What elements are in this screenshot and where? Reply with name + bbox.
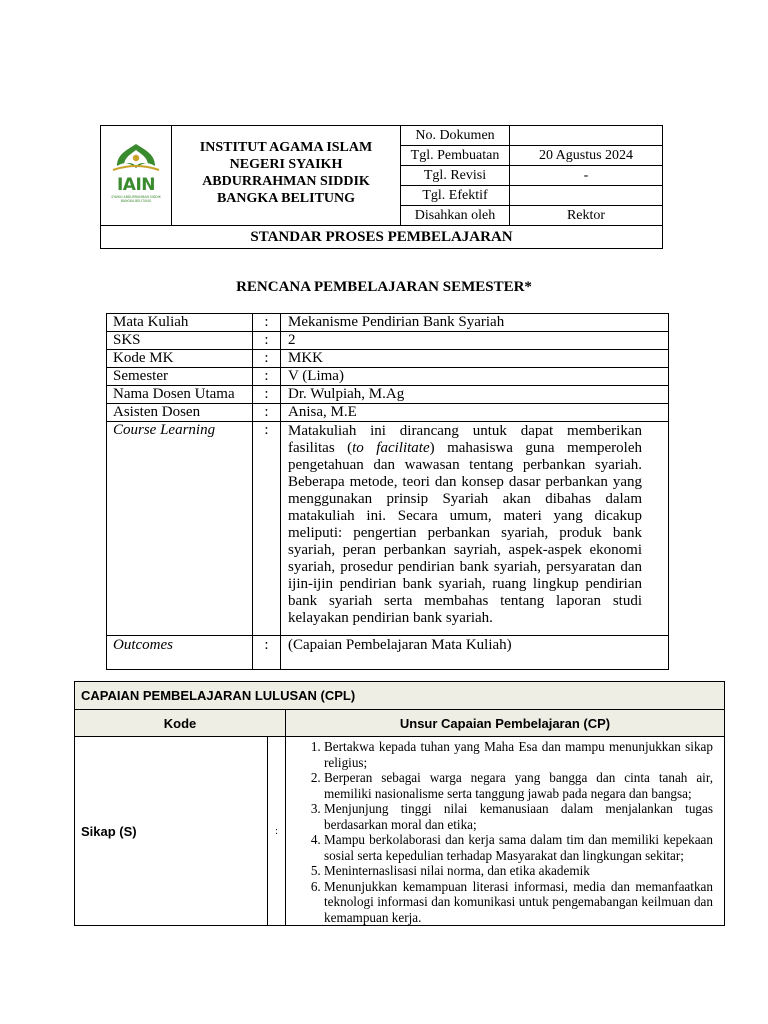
info-value: 2 bbox=[281, 332, 669, 350]
sikap-row bbox=[75, 737, 725, 926]
course-learning-label: Course Learning bbox=[107, 422, 253, 636]
info-value: Anisa, M.E bbox=[281, 404, 669, 422]
doc-field-value: - bbox=[510, 166, 663, 186]
cpl-table bbox=[74, 681, 725, 926]
info-label: SKS bbox=[107, 332, 253, 350]
doc-field-value: Rektor bbox=[510, 206, 663, 226]
list-item: 3. Menjunjung tinggi nilai kemanusiaan dalam menjalankan tugas berdasarkan moral dan etika; bbox=[324, 801, 713, 832]
info-colon: : bbox=[253, 422, 281, 636]
info-colon: : bbox=[253, 404, 281, 422]
svg-text:SYAIKH ABDURRAHMAN SIDDIK: SYAIKH ABDURRAHMAN SIDDIK bbox=[111, 194, 161, 199]
doc-field-label: Tgl. Efektif bbox=[401, 186, 510, 206]
sikap-list-cell bbox=[286, 737, 725, 926]
institution-name: INSTITUT AGAMA ISLAM NEGERI SYAIKH ABDURRAHMAN SIDDIK BANGKA BELITUNG bbox=[172, 126, 401, 226]
sikap-colon: : bbox=[268, 737, 286, 926]
list-item: 2. Berperan sebagai warga negara yang bangga dan cinta tanah air, memiliki nasionalisme serta tanggung jawab pada negara dan bangsa; bbox=[324, 770, 713, 801]
course-learning-description bbox=[281, 422, 669, 636]
logo-cell bbox=[101, 126, 172, 226]
doc-field-label: Disahkan oleh bbox=[401, 206, 510, 226]
info-label: Semester bbox=[107, 368, 253, 386]
list-item: 5. Meninternaslisasi nilai norma, dan etika akademik bbox=[324, 863, 713, 879]
svg-text:BANGKA BELITUNG: BANGKA BELITUNG bbox=[120, 198, 152, 203]
sikap-label: Sikap (S) bbox=[75, 737, 268, 926]
info-label: Nama Dosen Utama bbox=[107, 386, 253, 404]
cpl-title: CAPAIAN PEMBELAJARAN LULUSAN (CPL) bbox=[75, 682, 725, 710]
info-label: Kode MK bbox=[107, 350, 253, 368]
course-info-table bbox=[106, 313, 669, 670]
info-value: MKK bbox=[281, 350, 669, 368]
course-learning-italic: to facilitate bbox=[352, 440, 430, 456]
list-item: 4. Mampu berkolaborasi dan kerja sama dalam tim dan memiliki kepekaan sosial serta kepedulian terhadap Masyarakat dan lingkungan sekitar; bbox=[324, 832, 713, 863]
info-colon: : bbox=[253, 332, 281, 350]
document-header-table bbox=[100, 125, 663, 249]
course-learning-row bbox=[107, 422, 669, 636]
info-label: Asisten Dosen bbox=[107, 404, 253, 422]
course-learning-text: ) mahasiswa guna memperoleh pengetahuan dan wawasan tentang perbankan syariah. Beberapa metode, teori dan konsep dasar perbankan yang menggunakan prinsip Syariah akan dibahas dalam matakuliah ini. Secara umum, materi yang dicakup meliputi: pengertian perbankan syariah, produk bank syariah, peran perbankan sayriah, aspek-aspek ekonomi syariah, prosedur pendirian bank syariah, persyaratan dan ijin-ijin pendirian bank syariah, ruang lingkup pendirian bank syariah serta membahas tentang laporan studi kelayakan pendirian bank syariah. bbox=[288, 440, 642, 626]
column-header-kode: Kode bbox=[75, 710, 286, 737]
info-colon: : bbox=[253, 368, 281, 386]
info-row bbox=[107, 332, 669, 350]
info-row bbox=[107, 386, 669, 404]
list-item: 6. Menunjukkan kemampuan literasi informasi, media dan memanfaatkan teknologi informasi dan komunikasi untuk pengemabangan keilmuan dan kemampuan kerja. bbox=[324, 879, 713, 926]
list-item: 1. Bertakwa kepada tuhan yang Maha Esa dan mampu menunjukkan sikap religius; bbox=[324, 739, 713, 770]
outcomes-row bbox=[107, 636, 669, 670]
info-row bbox=[107, 404, 669, 422]
iain-logo bbox=[105, 140, 167, 206]
outcomes-value: (Capaian Pembelajaran Mata Kuliah) bbox=[281, 636, 669, 670]
info-row bbox=[107, 368, 669, 386]
column-header-unsur: Unsur Capaian Pembelajaran (CP) bbox=[286, 710, 725, 737]
outcomes-label: Outcomes bbox=[107, 636, 253, 670]
rps-title: RENCANA PEMBELAJARAN SEMESTER* bbox=[236, 279, 532, 295]
info-value: Dr. Wulpiah, M.Ag bbox=[281, 386, 669, 404]
info-colon: : bbox=[253, 386, 281, 404]
info-row bbox=[107, 350, 669, 368]
info-label: Mata Kuliah bbox=[107, 314, 253, 332]
info-colon: : bbox=[253, 314, 281, 332]
doc-field-label: Tgl. Revisi bbox=[401, 166, 510, 186]
doc-field-value bbox=[510, 186, 663, 206]
doc-field-label: No. Dokumen bbox=[401, 126, 510, 146]
sikap-list bbox=[290, 739, 713, 925]
logo-text: IAIN bbox=[116, 174, 156, 195]
standard-title: STANDAR PROSES PEMBELAJARAN bbox=[101, 226, 663, 249]
doc-field-value: 20 Agustus 2024 bbox=[510, 146, 663, 166]
info-value: V (Lima) bbox=[281, 368, 669, 386]
info-colon: : bbox=[253, 636, 281, 670]
info-row bbox=[107, 314, 669, 332]
course-learning-text: Matakuliah ini dirancang untuk dapat memberikan fasilitas ( bbox=[288, 423, 642, 456]
doc-field-label: Tgl. Pembuatan bbox=[401, 146, 510, 166]
info-value: Mekanisme Pendirian Bank Syariah bbox=[281, 314, 669, 332]
info-colon: : bbox=[253, 350, 281, 368]
doc-field-value bbox=[510, 126, 663, 146]
